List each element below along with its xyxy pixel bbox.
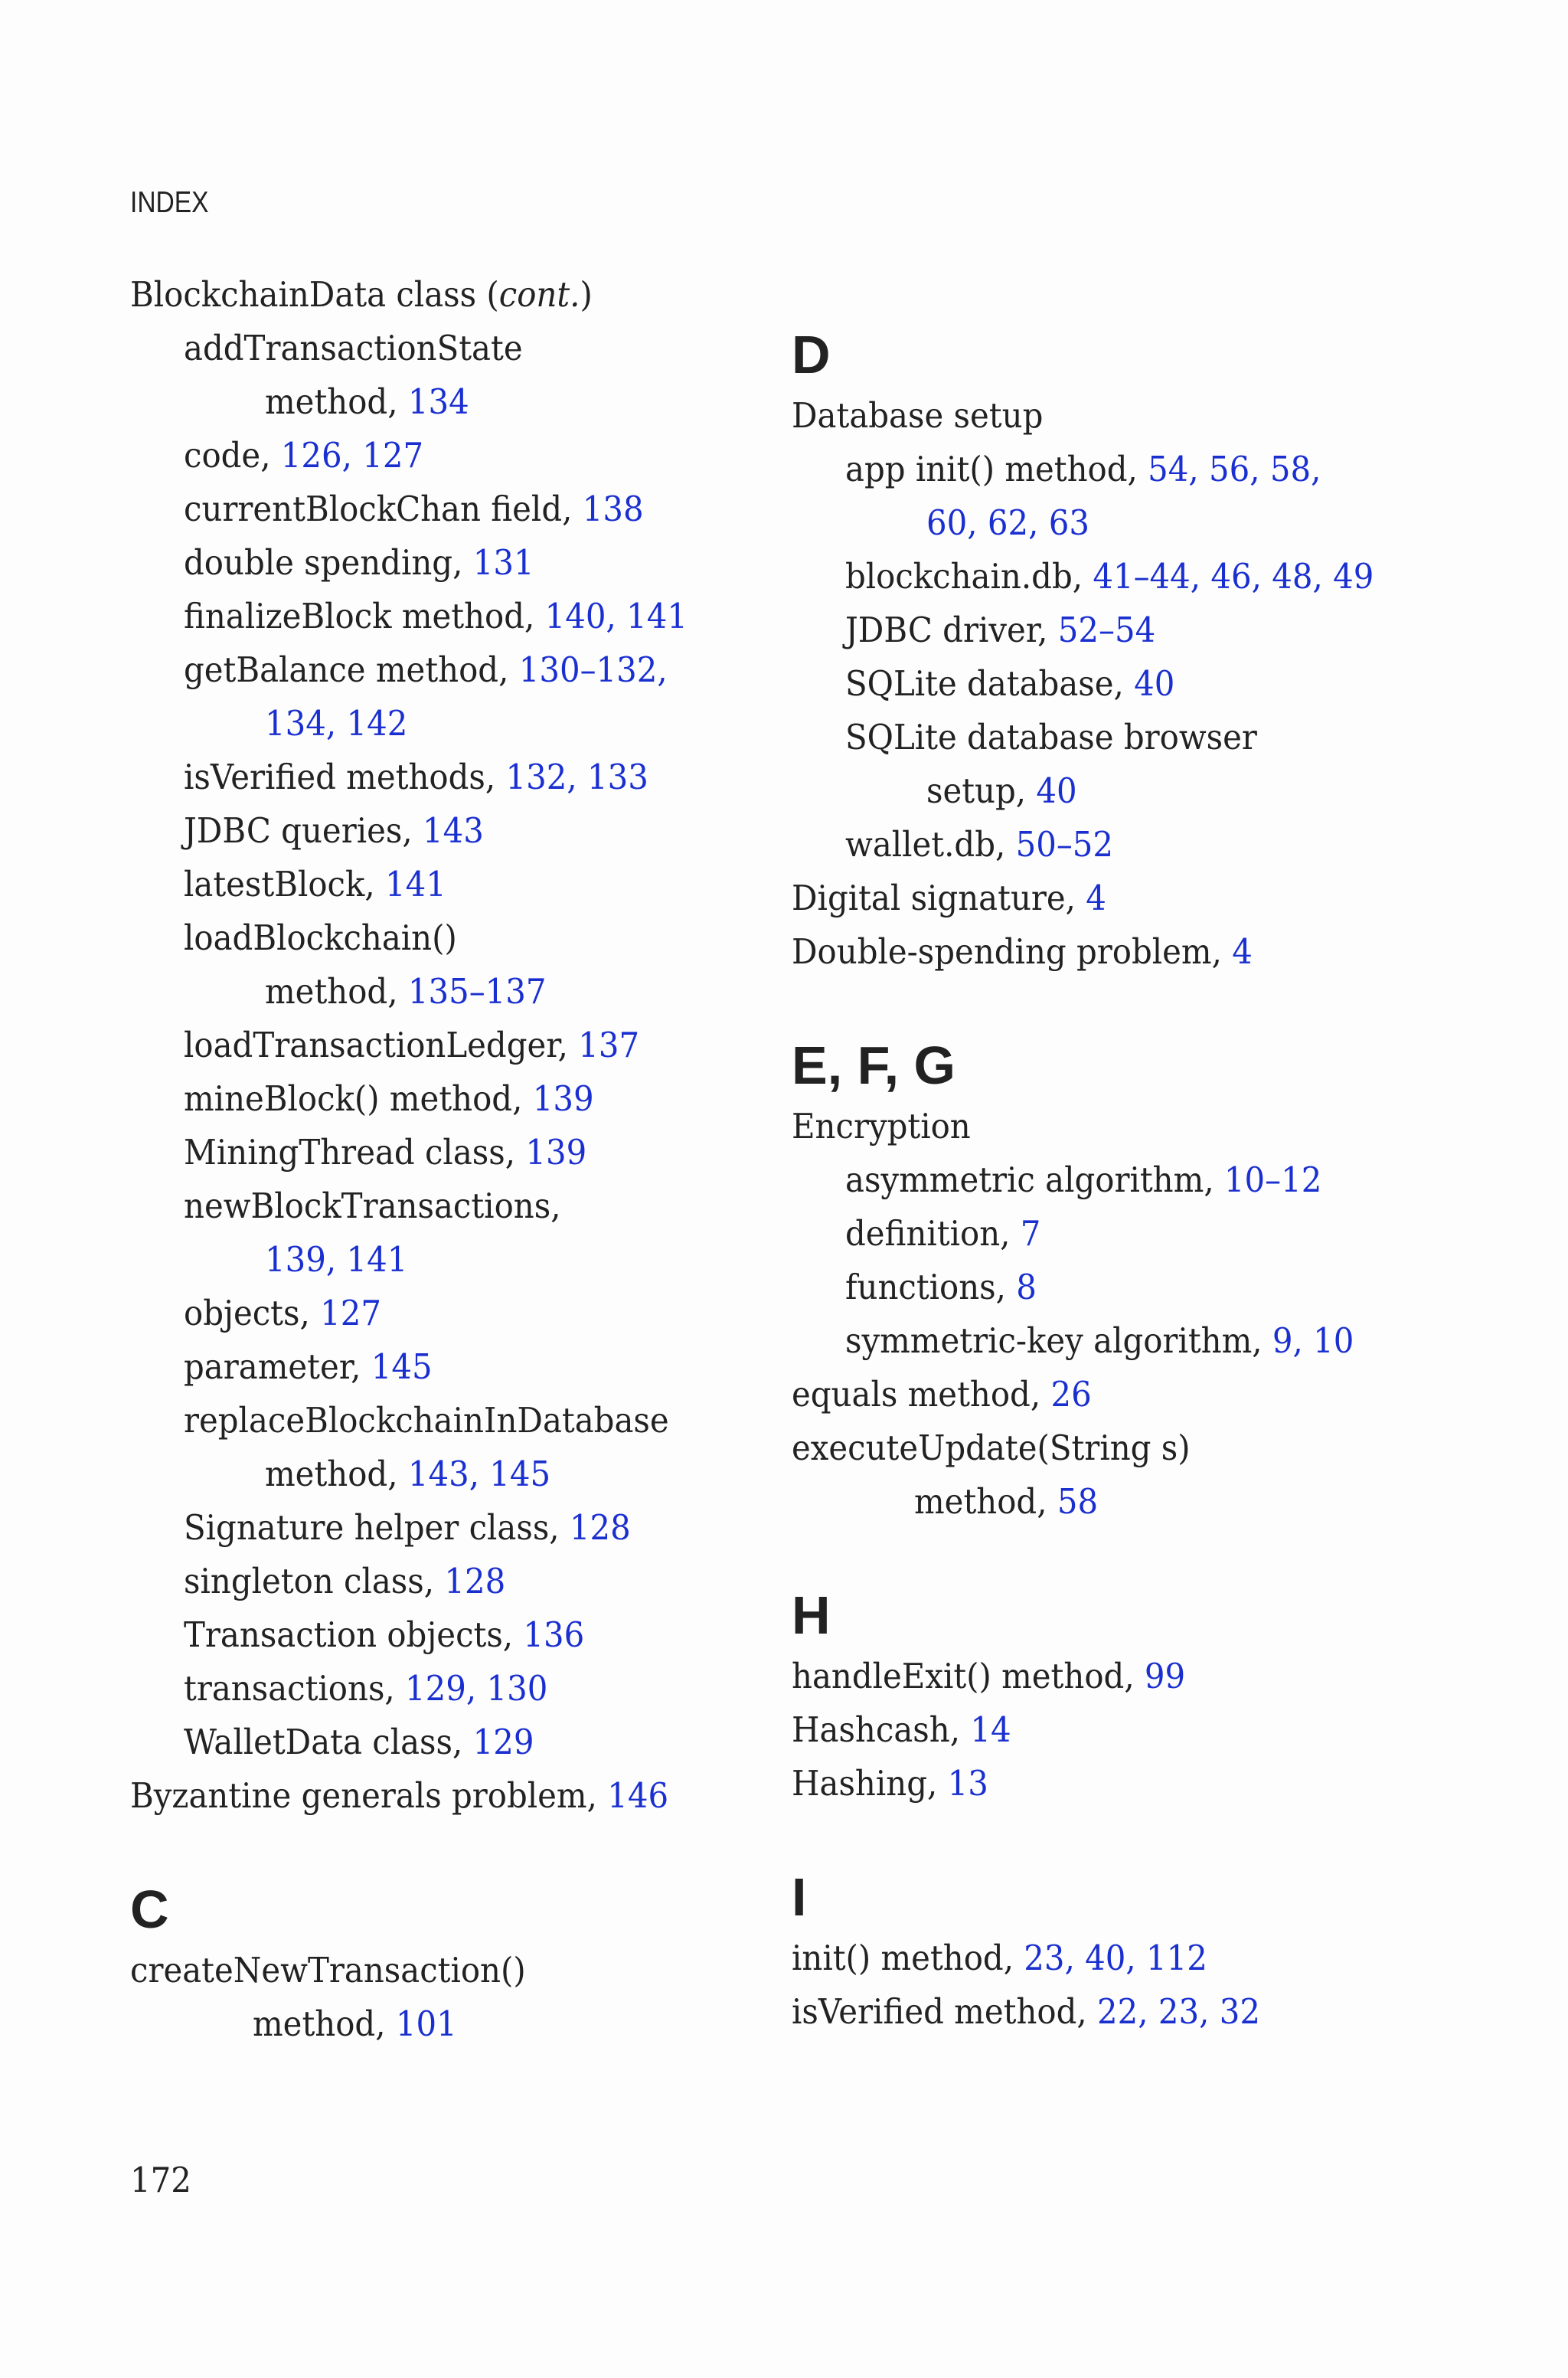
page-reference-link[interactable]: 4 [1086, 878, 1106, 918]
index-term: code, [184, 435, 281, 476]
index-term-italic: cont. [498, 274, 580, 315]
index-term: SQLite database browser [845, 717, 1257, 757]
page-reference-link[interactable]: 126, 127 [280, 435, 424, 476]
page-reference-link[interactable]: 143, 145 [407, 1454, 551, 1494]
index-entry [253, 1997, 766, 2051]
page-reference-link[interactable]: 54, 56, 58, [1148, 449, 1321, 489]
page-reference-link[interactable]: 8 [1016, 1267, 1037, 1307]
index-term: Hashing, [792, 1763, 948, 1804]
index-entry [184, 429, 760, 482]
index-entry [184, 590, 760, 643]
index-term: singleton class, [184, 1561, 445, 1601]
page-reference-link[interactable]: 13 [947, 1763, 988, 1804]
index-term: WalletData class, [184, 1722, 473, 1762]
page-reference-link[interactable]: 7 [1020, 1213, 1041, 1254]
page-reference-link[interactable]: 145 [371, 1346, 433, 1387]
page-reference-link[interactable]: 22, 23, 32 [1096, 1991, 1260, 2032]
index-term: blockchain.db, [845, 556, 1093, 597]
index-term: getBalance method, [184, 649, 519, 690]
index-term: isVerified method, [792, 1991, 1097, 2032]
index-entry [845, 1153, 1436, 1207]
index-term: init() method, [792, 1938, 1024, 1978]
index-entry [792, 1650, 1432, 1703]
index-term: executeUpdate(String s) [792, 1428, 1191, 1468]
index-entry [184, 804, 760, 858]
index-term: wallet.db, [845, 824, 1016, 865]
index-term: symmetric-key algorithm, [845, 1320, 1272, 1361]
index-entry [184, 911, 760, 965]
index-entry [792, 389, 1432, 443]
index-entry [265, 965, 766, 1019]
index-column-right [792, 268, 1481, 2039]
page-reference-link[interactable]: 40 [1134, 663, 1175, 704]
index-entry [792, 872, 1432, 925]
index-term: Database setup [792, 395, 1044, 436]
index-term: loadTransactionLedger, [184, 1025, 579, 1065]
index-entry [845, 711, 1436, 764]
index-term: definition, [845, 1213, 1021, 1254]
page-reference-link[interactable]: 127 [320, 1293, 381, 1333]
page-reference-link[interactable]: 128 [569, 1507, 631, 1548]
page-reference-link[interactable]: 9, 10 [1272, 1320, 1354, 1361]
page-reference-link[interactable]: 134, 142 [265, 703, 408, 744]
running-header: INDEX [130, 186, 209, 219]
page-reference-link[interactable]: 10–12 [1223, 1160, 1322, 1200]
index-entry [184, 1555, 760, 1608]
index-term: transactions, [184, 1668, 406, 1709]
page-reference-link[interactable]: 14 [970, 1709, 1011, 1750]
page-reference-link[interactable]: 58 [1057, 1481, 1099, 1522]
index-term: addTransactionState [184, 328, 523, 368]
index-entry [926, 764, 1442, 818]
page-reference-link[interactable]: 50–52 [1015, 824, 1114, 865]
index-term: setup, [926, 770, 1037, 811]
index-entry [265, 1233, 766, 1287]
page-reference-link[interactable]: 135–137 [407, 971, 547, 1012]
page-reference-link[interactable]: 60, 62, 63 [926, 502, 1089, 543]
index-term: mineBlock() method, [184, 1078, 533, 1119]
index-term: BlockchainData class ( [130, 274, 499, 315]
index-entry [792, 925, 1432, 979]
index-term: createNewTransaction() [130, 1950, 526, 1990]
index-term: Double-spending problem, [792, 931, 1233, 972]
index-term: currentBlockChan field, [184, 489, 583, 529]
index-term: method, [914, 1481, 1057, 1522]
page-reference-link[interactable]: 23, 40, 112 [1024, 1938, 1207, 1978]
index-entry [184, 1662, 760, 1716]
page-reference-link[interactable]: 140, 141 [544, 596, 688, 636]
index-term: Hashcash, [792, 1709, 971, 1750]
index-entry [792, 1421, 1432, 1475]
index-term: asymmetric algorithm, [845, 1160, 1224, 1200]
index-term: loadBlockchain() [184, 918, 457, 958]
index-term: Byzantine generals problem, [130, 1775, 608, 1816]
page-reference-link[interactable]: 138 [582, 489, 644, 529]
index-entry [792, 1757, 1432, 1810]
index-entry [130, 268, 756, 322]
index-entry [792, 1985, 1432, 2039]
index-entry [184, 643, 760, 697]
index-entry [184, 751, 760, 804]
page-reference-link[interactable]: 139, 141 [265, 1239, 408, 1280]
page-reference-link[interactable]: 128 [444, 1561, 506, 1601]
index-entry [184, 1126, 760, 1179]
page-reference-link[interactable]: 101 [395, 2003, 457, 2044]
index-entry [845, 443, 1436, 496]
index-entry [792, 1368, 1432, 1421]
index-entry [130, 1944, 756, 1997]
index-entry [184, 1716, 760, 1769]
index-entry [130, 1769, 756, 1823]
page-reference-link[interactable]: 99 [1144, 1656, 1186, 1696]
index-entry [184, 1340, 760, 1394]
index-entry [845, 550, 1436, 603]
page-reference-link[interactable]: 141 [384, 864, 446, 904]
index-entry [184, 482, 760, 536]
index-term: Digital signature, [792, 878, 1086, 918]
section-letter-heading: H [792, 1585, 831, 1645]
index-entry [926, 496, 1442, 550]
index-entry [184, 858, 760, 911]
page-reference-link[interactable]: 129, 130 [405, 1668, 548, 1709]
index-term: double spending, [184, 542, 473, 583]
page-reference-link[interactable]: 132, 133 [505, 757, 648, 797]
index-column-left [130, 268, 804, 2051]
index-term: isVerified methods, [184, 757, 506, 797]
page-reference-link[interactable]: 52–54 [1057, 610, 1156, 650]
index-entry [265, 1447, 766, 1501]
index-entry [265, 375, 766, 429]
page-reference-link[interactable]: 41–44, 46, 48, 49 [1093, 556, 1374, 597]
index-entry [845, 818, 1436, 872]
index-term: parameter, [184, 1346, 371, 1387]
index-term: Encryption [792, 1106, 971, 1146]
index-entry [792, 1100, 1432, 1153]
page-number: 172 [130, 2160, 191, 2200]
page-reference-link[interactable]: 139 [525, 1132, 587, 1173]
index-term: equals method, [792, 1374, 1051, 1415]
index-term: Transaction objects, [184, 1614, 524, 1655]
page-reference-link[interactable]: 143 [422, 810, 484, 851]
index-entry [184, 1394, 760, 1447]
page-reference-link[interactable]: 137 [578, 1025, 640, 1065]
section-letter-heading: C [130, 1879, 169, 1939]
index-entry [265, 697, 766, 751]
index-entry [184, 536, 760, 590]
index-entry [845, 1207, 1436, 1261]
index-term: method, [265, 971, 408, 1012]
index-term: MiningThread class, [184, 1132, 526, 1173]
page-reference-link[interactable]: 139 [532, 1078, 594, 1119]
index-entry [845, 1261, 1436, 1314]
section-letter-heading: D [792, 325, 831, 384]
page-reference-link[interactable]: 40 [1036, 770, 1077, 811]
index-term: replaceBlockchainInDatabase [184, 1400, 669, 1441]
index-term: app init() method, [845, 449, 1148, 489]
index-term: finalizeBlock method, [184, 596, 545, 636]
page-reference-link[interactable]: 146 [607, 1775, 669, 1816]
page-reference-link[interactable]: 129 [472, 1722, 534, 1762]
section-letter-heading: E, F, G [792, 1035, 956, 1095]
index-entry [845, 603, 1436, 657]
section-letter-heading: I [792, 1867, 807, 1927]
index-term-tail: ) [580, 274, 593, 315]
index-term: newBlockTransactions, [184, 1186, 561, 1226]
index-entry [184, 1019, 760, 1072]
index-entry [184, 322, 760, 375]
index-entry [184, 1608, 760, 1662]
index-term: latestBlock, [184, 864, 385, 904]
page-reference-link[interactable]: 26 [1050, 1374, 1092, 1415]
page-reference-link[interactable]: 4 [1232, 931, 1253, 972]
page-reference-link[interactable]: 130–132, [518, 649, 668, 690]
index-term: method, [253, 2003, 396, 2044]
index-entry [845, 657, 1436, 711]
index-term: JDBC queries, [184, 810, 423, 851]
index-term: SQLite database, [845, 663, 1135, 704]
page-reference-link[interactable]: 136 [523, 1614, 585, 1655]
index-term: objects, [184, 1293, 321, 1333]
index-entry [184, 1501, 760, 1555]
index-term: method, [265, 381, 408, 422]
index-entry [184, 1179, 760, 1233]
index-term: handleExit() method, [792, 1656, 1145, 1696]
index-entry [792, 1932, 1432, 1985]
index-entry [914, 1475, 1441, 1529]
index-term: JDBC driver, [845, 610, 1058, 650]
index-entry [792, 1703, 1432, 1757]
index-term: Signature helper class, [184, 1507, 570, 1548]
index-term: method, [265, 1454, 408, 1494]
page-reference-link[interactable]: 131 [472, 542, 534, 583]
index-term: functions, [845, 1267, 1017, 1307]
index-entry [184, 1072, 760, 1126]
page-reference-link[interactable]: 134 [407, 381, 469, 422]
index-entry [184, 1287, 760, 1340]
index-entry [845, 1314, 1436, 1368]
